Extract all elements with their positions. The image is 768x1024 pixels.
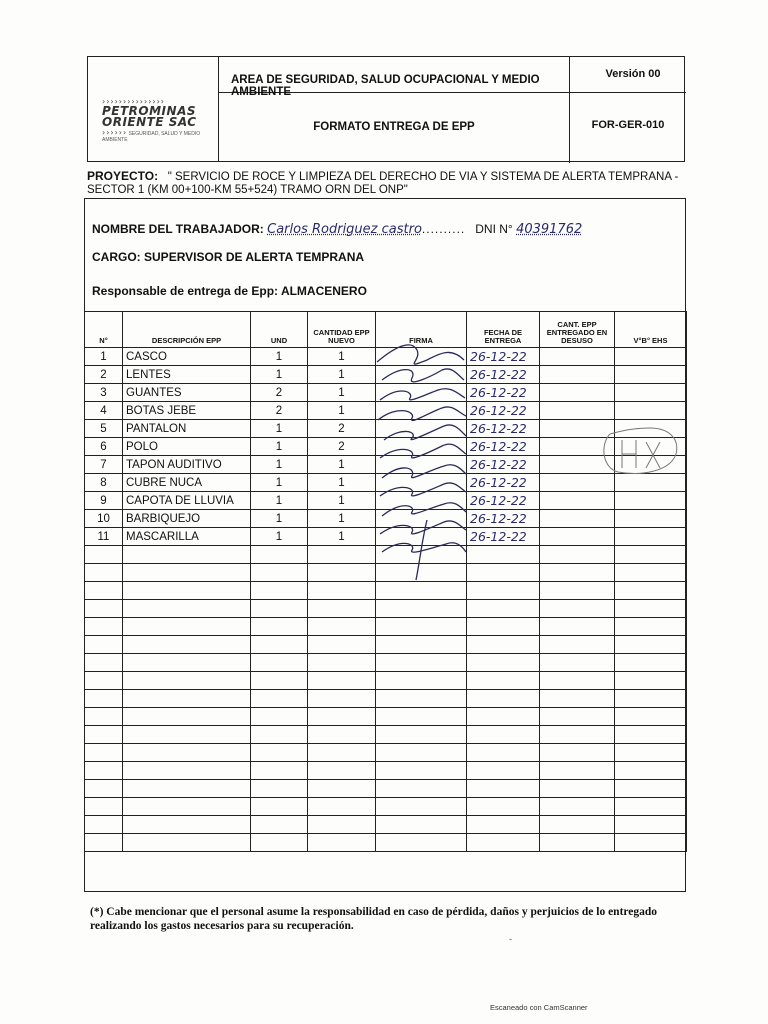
- table-row: [85, 510, 687, 528]
- table-row-empty: [85, 744, 687, 762]
- empty-cell: [467, 762, 540, 780]
- logo-cell: [88, 57, 219, 161]
- empty-cell: [540, 672, 615, 690]
- table-row: [85, 366, 687, 384]
- cell-used-quantity: [540, 402, 615, 420]
- table-header-cell: FIRMA: [376, 312, 467, 348]
- empty-cell: [540, 762, 615, 780]
- table-header-row: [85, 312, 687, 348]
- empty-cell: [467, 600, 540, 618]
- empty-cell: [376, 816, 467, 834]
- worker-name-dots: ..........: [421, 222, 466, 236]
- empty-cell: [251, 564, 308, 582]
- empty-cell: [376, 744, 467, 762]
- empty-cell: [308, 600, 376, 618]
- empty-cell: [251, 582, 308, 600]
- empty-cell: [123, 582, 251, 600]
- cell-number: 6: [85, 438, 123, 456]
- table-row: [85, 402, 687, 420]
- logo-arrows-small-icon: ››››››: [102, 128, 128, 137]
- cell-signature: [376, 456, 467, 474]
- empty-cell: [615, 798, 687, 816]
- empty-cell: [123, 600, 251, 618]
- table-row: [85, 528, 687, 546]
- cell-date: 26-12-22: [467, 420, 540, 438]
- empty-cell: [376, 618, 467, 636]
- empty-cell: [251, 600, 308, 618]
- empty-cell: [85, 816, 123, 834]
- responsable-value: ALMACENERO: [280, 284, 367, 298]
- cell-date: 26-12-22: [467, 528, 540, 546]
- empty-cell: [467, 834, 540, 852]
- header-format-code: FOR-GER-010: [569, 93, 686, 163]
- table-row-empty: [85, 582, 687, 600]
- cell-quantity: 2: [308, 420, 376, 438]
- table-row-empty: [85, 780, 687, 798]
- responsable-row: [92, 284, 367, 298]
- cell-ehs-approval: [615, 402, 687, 420]
- dni-label: DNI N°: [475, 222, 513, 236]
- cell-unit: 1: [251, 528, 308, 546]
- camscanner-watermark: Escaneado con CamScanner: [490, 1003, 588, 1012]
- cell-quantity: 1: [308, 456, 376, 474]
- cell-unit: 1: [251, 492, 308, 510]
- empty-cell: [251, 690, 308, 708]
- cell-unit: 1: [251, 348, 308, 366]
- table-row-empty: [85, 636, 687, 654]
- empty-cell: [615, 816, 687, 834]
- table-row-empty: [85, 726, 687, 744]
- stray-mark: -: [509, 934, 512, 944]
- cell-date: 26-12-22: [467, 366, 540, 384]
- empty-cell: [123, 780, 251, 798]
- cell-number: 5: [85, 420, 123, 438]
- cell-description: POLO: [123, 438, 251, 456]
- empty-cell: [123, 816, 251, 834]
- cargo-row: [92, 250, 364, 264]
- empty-cell: [376, 600, 467, 618]
- empty-cell: [540, 744, 615, 762]
- table-row-empty: [85, 816, 687, 834]
- empty-cell: [123, 798, 251, 816]
- cell-used-quantity: [540, 510, 615, 528]
- cargo-label: CARGO:: [92, 250, 141, 264]
- empty-cell: [376, 708, 467, 726]
- empty-cell: [123, 564, 251, 582]
- cell-quantity: 1: [308, 348, 376, 366]
- empty-cell: [123, 744, 251, 762]
- empty-cell: [467, 690, 540, 708]
- worker-name-label: NOMBRE DEL TRABAJADOR:: [92, 222, 264, 236]
- empty-cell: [540, 600, 615, 618]
- table-row-empty: [85, 762, 687, 780]
- empty-cell: [376, 672, 467, 690]
- empty-cell: [615, 690, 687, 708]
- cell-signature: [376, 510, 467, 528]
- table-row: [85, 456, 687, 474]
- empty-cell: [540, 708, 615, 726]
- cell-signature: [376, 366, 467, 384]
- empty-cell: [467, 582, 540, 600]
- cell-signature: [376, 420, 467, 438]
- cell-number: 9: [85, 492, 123, 510]
- empty-cell: [85, 726, 123, 744]
- cell-description: PANTALON: [123, 420, 251, 438]
- project-text: " SERVICIO DE ROCE Y LIMPIEZA DEL DERECHO DE VIA Y SISTEMA DE ALERTA TEMPRANA - SECTOR 1 (KM 00+100-KM 55+524) TRAMO ORN DEL ONP": [87, 171, 679, 196]
- empty-cell: [308, 690, 376, 708]
- table-row-empty: [85, 564, 687, 582]
- empty-cell: [308, 672, 376, 690]
- cell-quantity: 1: [308, 528, 376, 546]
- cell-quantity: 2: [308, 438, 376, 456]
- empty-cell: [85, 564, 123, 582]
- empty-cell: [308, 564, 376, 582]
- table-row-empty: [85, 618, 687, 636]
- cell-number: 3: [85, 384, 123, 402]
- table-header-cell: N°: [85, 312, 123, 348]
- cell-ehs-approval: [615, 348, 687, 366]
- empty-cell: [251, 672, 308, 690]
- logo-name-line2: ORIENTE SAC: [102, 115, 197, 129]
- table-row: [85, 492, 687, 510]
- empty-cell: [467, 636, 540, 654]
- empty-cell: [123, 636, 251, 654]
- cell-description: LENTES: [123, 366, 251, 384]
- cell-ehs-approval: [615, 438, 687, 456]
- empty-cell: [376, 780, 467, 798]
- empty-cell: [376, 834, 467, 852]
- empty-cell: [467, 564, 540, 582]
- cell-date: 26-12-22: [467, 474, 540, 492]
- logo-name-line1: PETROMINAS: [102, 104, 196, 118]
- cell-date: 26-12-22: [467, 492, 540, 510]
- cell-number: 1: [85, 348, 123, 366]
- empty-cell: [85, 654, 123, 672]
- cell-description: BARBIQUEJO: [123, 510, 251, 528]
- cell-used-quantity: [540, 366, 615, 384]
- empty-cell: [376, 564, 467, 582]
- table-row-empty: [85, 708, 687, 726]
- table-row-empty: [85, 654, 687, 672]
- empty-cell: [251, 708, 308, 726]
- empty-cell: [85, 636, 123, 654]
- cell-signature: [376, 402, 467, 420]
- empty-cell: [251, 744, 308, 762]
- empty-cell: [467, 744, 540, 762]
- empty-cell: [376, 582, 467, 600]
- empty-cell: [85, 546, 123, 564]
- table-body: [85, 348, 687, 852]
- empty-cell: [308, 582, 376, 600]
- empty-cell: [308, 762, 376, 780]
- cell-quantity: 1: [308, 510, 376, 528]
- empty-cell: [251, 654, 308, 672]
- empty-cell: [308, 798, 376, 816]
- document-header: [87, 56, 685, 162]
- table-header-cell: DESCRIPCIÓN EPP: [123, 312, 251, 348]
- empty-cell: [85, 618, 123, 636]
- cell-signature: [376, 438, 467, 456]
- empty-cell: [467, 816, 540, 834]
- responsibility-note: (*) Cabe mencionar que el personal asume la responsabilidad en caso de pérdida, daños y perjuicios de lo entregado realizando los gastos necesarios para su recuperación.: [90, 906, 658, 932]
- cell-description: GUANTES: [123, 384, 251, 402]
- empty-cell: [123, 546, 251, 564]
- empty-cell: [308, 726, 376, 744]
- empty-cell: [85, 672, 123, 690]
- cell-signature: [376, 348, 467, 366]
- table-row: [85, 474, 687, 492]
- table-row: [85, 348, 687, 366]
- table-row: [85, 420, 687, 438]
- empty-cell: [540, 690, 615, 708]
- empty-cell: [376, 762, 467, 780]
- cell-description: BOTAS JEBE: [123, 402, 251, 420]
- cell-used-quantity: [540, 492, 615, 510]
- cell-ehs-approval: [615, 366, 687, 384]
- cell-number: 4: [85, 402, 123, 420]
- empty-cell: [615, 708, 687, 726]
- empty-cell: [615, 762, 687, 780]
- table-row-empty: [85, 798, 687, 816]
- cell-ehs-approval: [615, 456, 687, 474]
- table-row-empty: [85, 690, 687, 708]
- empty-cell: [615, 636, 687, 654]
- empty-cell: [540, 654, 615, 672]
- cell-number: 11: [85, 528, 123, 546]
- table-row-empty: [85, 546, 687, 564]
- company-logo: [102, 97, 214, 143]
- cell-date: 26-12-22: [467, 348, 540, 366]
- cell-unit: 1: [251, 474, 308, 492]
- empty-cell: [251, 726, 308, 744]
- cell-number: 8: [85, 474, 123, 492]
- empty-cell: [85, 582, 123, 600]
- empty-cell: [467, 798, 540, 816]
- dni-value: 40391762: [516, 222, 583, 237]
- empty-cell: [467, 672, 540, 690]
- cell-date: 26-12-22: [467, 456, 540, 474]
- cell-unit: 2: [251, 402, 308, 420]
- empty-cell: [308, 834, 376, 852]
- logo-arrows-icon: ›››››››››››››››: [102, 97, 165, 106]
- cell-unit: 2: [251, 384, 308, 402]
- empty-cell: [251, 816, 308, 834]
- empty-cell: [615, 834, 687, 852]
- cell-ehs-approval: [615, 510, 687, 528]
- empty-cell: [467, 618, 540, 636]
- table-header-cell: CANTIDAD EPP NUEVO: [308, 312, 376, 348]
- empty-cell: [308, 546, 376, 564]
- empty-cell: [251, 780, 308, 798]
- cell-quantity: 1: [308, 366, 376, 384]
- empty-cell: [308, 654, 376, 672]
- responsable-label: Responsable de entrega de Epp:: [92, 284, 279, 298]
- empty-cell: [123, 618, 251, 636]
- cell-quantity: 1: [308, 474, 376, 492]
- empty-cell: [123, 690, 251, 708]
- empty-cell: [123, 762, 251, 780]
- cell-description: CAPOTA DE LLUVIA: [123, 492, 251, 510]
- table-row-empty: [85, 672, 687, 690]
- cell-used-quantity: [540, 420, 615, 438]
- table-row-empty: [85, 600, 687, 618]
- cell-number: 7: [85, 456, 123, 474]
- empty-cell: [540, 546, 615, 564]
- table-row: [85, 384, 687, 402]
- empty-cell: [85, 762, 123, 780]
- cell-description: MASCARILLA: [123, 528, 251, 546]
- empty-cell: [540, 582, 615, 600]
- cell-ehs-approval: [615, 528, 687, 546]
- empty-cell: [540, 834, 615, 852]
- cell-signature: [376, 528, 467, 546]
- cell-used-quantity: [540, 528, 615, 546]
- cell-ehs-approval: [615, 474, 687, 492]
- cell-unit: 1: [251, 456, 308, 474]
- empty-cell: [540, 780, 615, 798]
- header-format-title: FORMATO ENTREGA DE EPP: [313, 121, 475, 133]
- cell-date: 26-12-22: [467, 384, 540, 402]
- empty-cell: [615, 672, 687, 690]
- empty-cell: [615, 726, 687, 744]
- empty-cell: [251, 546, 308, 564]
- empty-cell: [540, 618, 615, 636]
- cell-used-quantity: [540, 384, 615, 402]
- empty-cell: [308, 708, 376, 726]
- empty-cell: [85, 690, 123, 708]
- epp-table: [84, 311, 687, 852]
- empty-cell: [376, 636, 467, 654]
- cell-number: 2: [85, 366, 123, 384]
- empty-cell: [615, 546, 687, 564]
- empty-cell: [540, 816, 615, 834]
- empty-cell: [251, 834, 308, 852]
- empty-cell: [615, 618, 687, 636]
- table-header-cell: CANT. EPP ENTREGADO EN DESUSO: [540, 312, 615, 348]
- cell-unit: 1: [251, 366, 308, 384]
- cell-used-quantity: [540, 348, 615, 366]
- project-description: [87, 170, 697, 197]
- empty-cell: [540, 798, 615, 816]
- header-area-title: AREA DE SEGURIDAD, SALUD OCUPACIONAL Y MEDIO AMBIENTE: [219, 57, 569, 93]
- empty-cell: [308, 816, 376, 834]
- table-row-empty: [85, 834, 687, 852]
- empty-cell: [85, 744, 123, 762]
- empty-cell: [123, 672, 251, 690]
- table-header-cell: UND: [251, 312, 308, 348]
- empty-cell: [376, 654, 467, 672]
- empty-cell: [540, 726, 615, 744]
- empty-cell: [467, 780, 540, 798]
- cell-description: CUBRE NUCA: [123, 474, 251, 492]
- cell-date: 26-12-22: [467, 438, 540, 456]
- cell-date: 26-12-22: [467, 402, 540, 420]
- cell-quantity: 1: [308, 384, 376, 402]
- cell-unit: 1: [251, 510, 308, 528]
- empty-cell: [85, 780, 123, 798]
- empty-cell: [85, 798, 123, 816]
- logo-subtitle: ›››››› SEGURIDAD, SALUD Y MEDIO AMBIENTE: [102, 128, 201, 143]
- cell-quantity: 1: [308, 492, 376, 510]
- empty-cell: [85, 600, 123, 618]
- worker-name-row: [92, 222, 582, 237]
- empty-cell: [123, 834, 251, 852]
- empty-cell: [615, 600, 687, 618]
- empty-cell: [540, 564, 615, 582]
- cell-date: 26-12-22: [467, 510, 540, 528]
- empty-cell: [376, 546, 467, 564]
- empty-cell: [615, 564, 687, 582]
- cell-ehs-approval: [615, 492, 687, 510]
- header-version: Versión 00: [569, 57, 686, 93]
- cell-description: CASCO: [123, 348, 251, 366]
- empty-cell: [540, 636, 615, 654]
- cell-ehs-approval: [615, 384, 687, 402]
- cell-signature: [376, 384, 467, 402]
- empty-cell: [308, 618, 376, 636]
- empty-cell: [85, 834, 123, 852]
- cell-used-quantity: [540, 456, 615, 474]
- cell-used-quantity: [540, 474, 615, 492]
- empty-cell: [376, 690, 467, 708]
- table-row: [85, 438, 687, 456]
- cell-unit: 1: [251, 438, 308, 456]
- empty-cell: [251, 798, 308, 816]
- empty-cell: [376, 726, 467, 744]
- cell-signature: [376, 474, 467, 492]
- cell-description: TAPON AUDITIVO: [123, 456, 251, 474]
- empty-cell: [85, 708, 123, 726]
- cell-signature: [376, 492, 467, 510]
- empty-cell: [615, 744, 687, 762]
- empty-cell: [615, 582, 687, 600]
- table-header-cell: V°B° EHS: [615, 312, 687, 348]
- empty-cell: [251, 762, 308, 780]
- empty-cell: [251, 636, 308, 654]
- empty-cell: [308, 636, 376, 654]
- empty-cell: [467, 654, 540, 672]
- empty-cell: [123, 654, 251, 672]
- empty-cell: [308, 744, 376, 762]
- table-header-cell: FECHA DE ENTREGA: [467, 312, 540, 348]
- project-label: PROYECTO:: [87, 169, 159, 183]
- empty-cell: [308, 780, 376, 798]
- empty-cell: [123, 726, 251, 744]
- cell-ehs-approval: [615, 420, 687, 438]
- cargo-value: SUPERVISOR DE ALERTA TEMPRANA: [144, 250, 365, 264]
- empty-cell: [615, 654, 687, 672]
- empty-cell: [467, 708, 540, 726]
- empty-cell: [467, 546, 540, 564]
- empty-cell: [615, 780, 687, 798]
- cell-number: 10: [85, 510, 123, 528]
- cell-quantity: 1: [308, 402, 376, 420]
- empty-cell: [251, 618, 308, 636]
- cell-unit: 1: [251, 420, 308, 438]
- empty-cell: [376, 798, 467, 816]
- empty-cell: [467, 726, 540, 744]
- worker-name-value: Carlos Rodriguez castro: [267, 222, 422, 237]
- empty-cell: [123, 708, 251, 726]
- cell-used-quantity: [540, 438, 615, 456]
